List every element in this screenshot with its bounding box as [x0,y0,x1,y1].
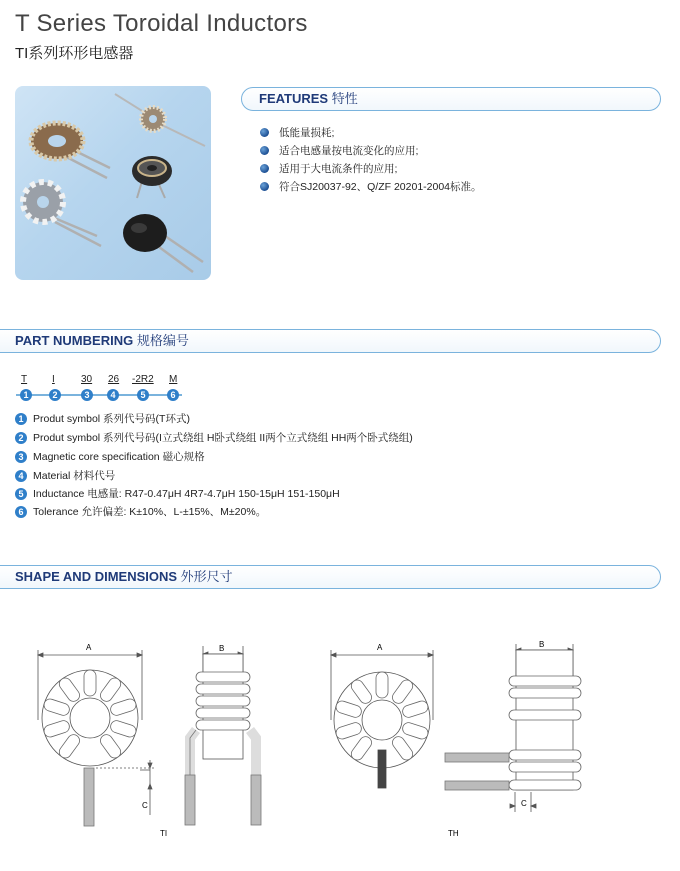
part-number-badge-5: 5 [137,389,149,401]
dim-label-a-th: A [377,643,383,652]
feature-item: 符合SJ20037-92、Q/ZF 20201-2004标准。 [260,179,482,194]
legend-item: 2 Produt symbol 系列代号码(I立式绕组 H卧式绕组 II两个立式绕组 HH两个卧式绕组) [15,430,413,445]
legend-item: 6 Tolerance 允许偏差: K±10%、L-±15%、M±20%。 [15,504,266,519]
ti-front-view [38,650,156,826]
dim-label-c: C [142,801,148,810]
legend-item: 5 Inductance 电感量: R47-0.47μH 4R7-4.7μH 150-15μH 151-150μH [15,486,340,501]
dim-label-b: B [219,644,225,653]
part-code-1: T [21,374,28,385]
page-title: T Series Toroidal Inductors [15,10,308,37]
dim-label-b-th: B [539,640,545,649]
th-side-view [445,644,581,812]
dimension-drawings [0,610,680,850]
features-heading-cn: 特性 [331,91,358,106]
toroid-inductor-coated-icon [132,156,172,198]
drawing-label-ti: TI [160,829,168,838]
part-code-3: 30 [81,374,93,385]
dim-label-a: A [86,643,92,652]
page-subtitle: TI系列环形电感器 [15,45,134,62]
part-numbering-heading-en: PART NUMBERING [15,333,134,348]
part-number-badge-3: 3 [81,389,93,401]
th-front-view [331,650,433,788]
shape-heading-en: SHAPE AND DIMENSIONS [15,569,178,584]
features-heading [259,88,358,110]
product-photo [15,86,211,280]
part-code-4: 26 [108,374,120,385]
part-number-connector-line [16,394,182,396]
part-number-badge-1: 1 [20,389,32,401]
part-number-badge-2: 2 [49,389,61,401]
bullet-icon [260,182,269,191]
drawing-label-th: TH [448,829,459,838]
toroid-inductor-black-icon [123,214,203,272]
legend-item: 4 Material 材料代号 [15,468,115,483]
part-number-badge-4: 4 [107,389,119,401]
shape-heading-cn: 外形尺寸 [180,569,233,584]
bullet-icon [260,146,269,155]
ti-side-view [185,646,261,825]
bullet-icon [260,164,269,173]
dim-label-c-th: C [521,799,527,808]
features-heading-en: FEATURES [259,91,329,106]
legend-item: 3 Magnetic core specification 磁心规格 [15,449,205,464]
part-numbering-heading [15,330,189,352]
feature-item: 低能量损耗; [260,125,334,140]
bullet-icon [260,128,269,137]
legend-item: 1 Produt symbol 系列代号码(T环式) [15,411,190,426]
toroid-inductor-mounted-icon [23,182,101,246]
shape-heading [15,566,233,588]
part-code-2: I [52,374,55,385]
toroid-inductor-small-icon [115,94,205,146]
part-code-5: -2R2 [132,374,154,385]
part-numbering-heading-cn: 规格编号 [136,333,189,348]
feature-item: 适合电感量按电流变化的应用; [260,143,418,158]
toroid-inductor-horizontal-icon [31,123,110,178]
part-number-badge-6: 6 [167,389,179,401]
feature-item: 适用于大电流条件的应用; [260,161,397,176]
part-code-6: M [169,374,178,385]
